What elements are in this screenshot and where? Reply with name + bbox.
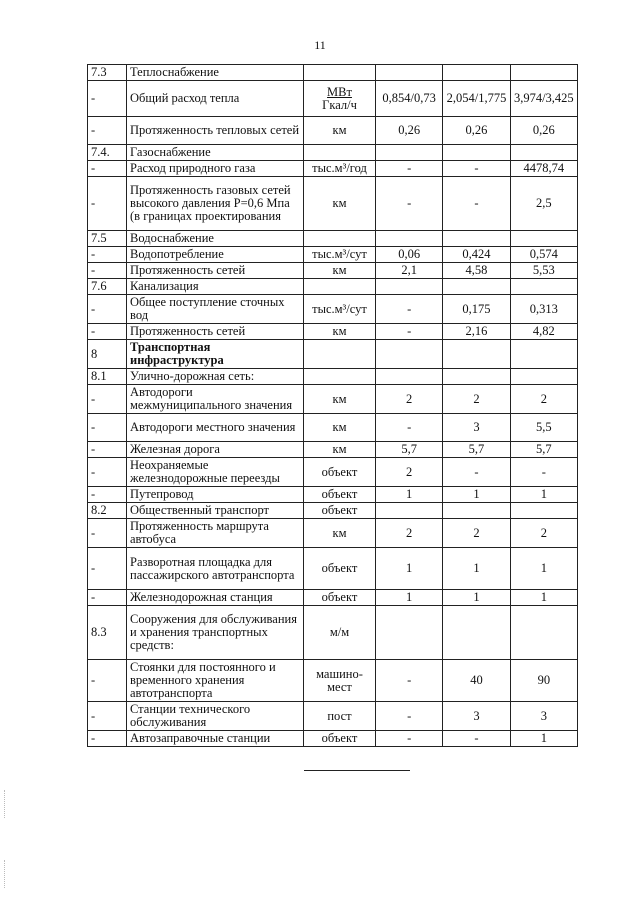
value-cell-2: 2 — [443, 519, 510, 548]
row-number-cell: 8.1 — [88, 369, 127, 385]
row-name-cell: Автозаправочные станции — [127, 731, 304, 747]
row-name-cell: Протяженность маршрута автобуса — [127, 519, 304, 548]
unit-cell: объект — [304, 487, 376, 503]
value-cell-3: 1 — [510, 590, 577, 606]
row-number-cell: - — [88, 487, 127, 503]
value-cell-1: 5,7 — [376, 442, 443, 458]
table-row — [88, 324, 578, 340]
row-number-cell: 8 — [88, 340, 127, 369]
row-name-cell: Протяженность сетей — [127, 324, 304, 340]
value-cell-3 — [510, 65, 577, 81]
row-name-cell: Станции технического обслуживания — [127, 702, 304, 731]
table-row — [88, 340, 578, 369]
table-row — [88, 606, 578, 660]
value-cell-3: 2 — [510, 519, 577, 548]
row-name-cell: Путепровод — [127, 487, 304, 503]
value-cell-2: 0,26 — [443, 117, 510, 145]
value-cell-3: 3,974/3,425 — [510, 81, 577, 117]
table-row — [88, 590, 578, 606]
unit-cell: объект — [304, 731, 376, 747]
unit-cell: объект — [304, 503, 376, 519]
table-body — [88, 65, 578, 747]
row-name-cell: Железнодорожная станция — [127, 590, 304, 606]
value-cell-3 — [510, 340, 577, 369]
table-row — [88, 161, 578, 177]
row-name-cell: Расход природного газа — [127, 161, 304, 177]
value-cell-2: 3 — [443, 702, 510, 731]
value-cell-1 — [376, 145, 443, 161]
table-row — [88, 247, 578, 263]
value-cell-1 — [376, 231, 443, 247]
unit-cell — [304, 145, 376, 161]
value-cell-1 — [376, 369, 443, 385]
row-name-cell: Неохраняемые железнодорожные переезды — [127, 458, 304, 487]
value-cell-2: - — [443, 177, 510, 231]
row-number-cell: 7.3 — [88, 65, 127, 81]
value-cell-2: 1 — [443, 548, 510, 590]
table-row — [88, 414, 578, 442]
table-row — [88, 487, 578, 503]
row-number-cell: - — [88, 414, 127, 442]
unit-cell: км — [304, 385, 376, 414]
row-name-cell: Газоснабжение — [127, 145, 304, 161]
unit-cell: тыс.м³/сут — [304, 295, 376, 324]
value-cell-2: - — [443, 458, 510, 487]
value-cell-3 — [510, 606, 577, 660]
row-name-cell: Общественный транспорт — [127, 503, 304, 519]
data-table — [87, 64, 578, 747]
table-row — [88, 369, 578, 385]
row-name-cell: Автодороги местного значения — [127, 414, 304, 442]
value-cell-1: - — [376, 414, 443, 442]
unit-cell — [304, 369, 376, 385]
row-number-cell: - — [88, 161, 127, 177]
value-cell-2 — [443, 606, 510, 660]
unit-cell — [304, 81, 376, 117]
table-row — [88, 231, 578, 247]
unit-cell: м/м — [304, 606, 376, 660]
value-cell-3: 1 — [510, 548, 577, 590]
unit-cell: объект — [304, 590, 376, 606]
value-cell-2 — [443, 65, 510, 81]
unit-cell: тыс.м³/сут — [304, 247, 376, 263]
value-cell-2: 2,054/1,775 — [443, 81, 510, 117]
table-row — [88, 503, 578, 519]
value-cell-1 — [376, 340, 443, 369]
value-cell-1: - — [376, 161, 443, 177]
row-number-cell: - — [88, 81, 127, 117]
unit-cell: км — [304, 442, 376, 458]
row-number-cell: - — [88, 247, 127, 263]
row-name-cell: Улично-дорожная сеть: — [127, 369, 304, 385]
value-cell-2 — [443, 369, 510, 385]
table-row — [88, 519, 578, 548]
row-name-cell: Протяженность тепловых сетей — [127, 117, 304, 145]
value-cell-1 — [376, 65, 443, 81]
value-cell-2: 1 — [443, 590, 510, 606]
row-name-cell: Водопотребление — [127, 247, 304, 263]
value-cell-2 — [443, 503, 510, 519]
table-row — [88, 263, 578, 279]
value-cell-2: 2,16 — [443, 324, 510, 340]
value-cell-3: 0,313 — [510, 295, 577, 324]
value-cell-3: 5,5 — [510, 414, 577, 442]
footnote-divider — [304, 770, 410, 771]
value-cell-2: 2 — [443, 385, 510, 414]
row-number-cell: - — [88, 519, 127, 548]
value-cell-3: 0,26 — [510, 117, 577, 145]
value-cell-3: 1 — [510, 731, 577, 747]
unit-cell: пост — [304, 702, 376, 731]
unit-cell — [304, 340, 376, 369]
row-number-cell: - — [88, 660, 127, 702]
row-name-cell: Общий расход тепла — [127, 81, 304, 117]
row-number-cell: - — [88, 590, 127, 606]
page-number: 11 — [314, 38, 326, 52]
table-row — [88, 702, 578, 731]
value-cell-2 — [443, 145, 510, 161]
row-number-cell: - — [88, 117, 127, 145]
value-cell-2 — [443, 340, 510, 369]
unit-cell — [304, 65, 376, 81]
unit-cell — [304, 231, 376, 247]
row-name-cell: Стоянки для постоянного и временного хранения автотранспорта — [127, 660, 304, 702]
row-number-cell: - — [88, 324, 127, 340]
row-number-cell: - — [88, 295, 127, 324]
value-cell-3 — [510, 279, 577, 295]
unit-cell: тыс.м³/год — [304, 161, 376, 177]
row-name-cell: Протяженность сетей — [127, 263, 304, 279]
value-cell-1: 0,854/0,73 — [376, 81, 443, 117]
table-row — [88, 660, 578, 702]
row-number-cell: 8.2 — [88, 503, 127, 519]
value-cell-1: 0,06 — [376, 247, 443, 263]
unit-cell — [304, 279, 376, 295]
margin-mark — [4, 860, 6, 888]
row-name-cell: Сооружения для обслуживания и хранения транспортных средств: — [127, 606, 304, 660]
unit-cell: км — [304, 177, 376, 231]
value-cell-1: - — [376, 702, 443, 731]
row-name-cell: Протяженность газовых сетей высокого давления Р=0,6 Мпа (в границах проектирования — [127, 177, 304, 231]
value-cell-2: 5,7 — [443, 442, 510, 458]
value-cell-3: 5,53 — [510, 263, 577, 279]
row-name-cell: Железная дорога — [127, 442, 304, 458]
value-cell-1: - — [376, 731, 443, 747]
row-number-cell: - — [88, 731, 127, 747]
value-cell-2 — [443, 279, 510, 295]
value-cell-3: 0,574 — [510, 247, 577, 263]
value-cell-1 — [376, 503, 443, 519]
unit-cell: объект — [304, 548, 376, 590]
unit-cell: км — [304, 324, 376, 340]
value-cell-1 — [376, 606, 443, 660]
value-cell-3 — [510, 145, 577, 161]
value-cell-3: 2 — [510, 385, 577, 414]
value-cell-3 — [510, 231, 577, 247]
row-name-cell: Транспортная инфраструктура — [127, 340, 304, 369]
table-row — [88, 548, 578, 590]
row-name-cell: Автодороги межмуниципального значения — [127, 385, 304, 414]
row-number-cell: 7.4. — [88, 145, 127, 161]
value-cell-1 — [376, 279, 443, 295]
table-row — [88, 295, 578, 324]
row-name-cell: Теплоснабжение — [127, 65, 304, 81]
value-cell-2: 0,175 — [443, 295, 510, 324]
value-cell-1: 2 — [376, 519, 443, 548]
table-row — [88, 177, 578, 231]
row-name-cell: Канализация — [127, 279, 304, 295]
value-cell-3 — [510, 369, 577, 385]
row-number-cell: - — [88, 263, 127, 279]
value-cell-1: 1 — [376, 487, 443, 503]
value-cell-1: - — [376, 324, 443, 340]
row-number-cell: - — [88, 385, 127, 414]
row-number-cell: - — [88, 458, 127, 487]
unit-cell: км — [304, 519, 376, 548]
value-cell-1: 0,26 — [376, 117, 443, 145]
table-row — [88, 731, 578, 747]
value-cell-3: 4,82 — [510, 324, 577, 340]
value-cell-3: 5,7 — [510, 442, 577, 458]
value-cell-2: 0,424 — [443, 247, 510, 263]
row-number-cell: - — [88, 702, 127, 731]
table-row — [88, 81, 578, 117]
value-cell-2: 1 — [443, 487, 510, 503]
value-cell-3: 90 — [510, 660, 577, 702]
value-cell-2 — [443, 231, 510, 247]
table-row — [88, 279, 578, 295]
value-cell-3 — [510, 503, 577, 519]
value-cell-1: - — [376, 660, 443, 702]
table-row — [88, 385, 578, 414]
row-number-cell: 8.3 — [88, 606, 127, 660]
value-cell-3: 4478,74 — [510, 161, 577, 177]
value-cell-2: 4,58 — [443, 263, 510, 279]
unit-bottom: Гкал/ч — [322, 97, 357, 112]
value-cell-2: 40 — [443, 660, 510, 702]
table-row — [88, 117, 578, 145]
unit-cell: км — [304, 263, 376, 279]
row-name-cell: Водоснабжение — [127, 231, 304, 247]
value-cell-1: - — [376, 177, 443, 231]
value-cell-2: - — [443, 161, 510, 177]
unit-cell: км — [304, 117, 376, 145]
value-cell-1: 1 — [376, 590, 443, 606]
margin-mark — [4, 790, 6, 818]
value-cell-3: 1 — [510, 487, 577, 503]
value-cell-1: 2,1 — [376, 263, 443, 279]
row-number-cell: - — [88, 442, 127, 458]
value-cell-1: 1 — [376, 548, 443, 590]
unit-cell: машино-мест — [304, 660, 376, 702]
value-cell-1: - — [376, 295, 443, 324]
table-row — [88, 145, 578, 161]
row-number-cell: 7.5 — [88, 231, 127, 247]
unit-top: МВт — [327, 84, 352, 99]
value-cell-3: 3 — [510, 702, 577, 731]
value-cell-2: - — [443, 731, 510, 747]
row-number-cell: - — [88, 177, 127, 231]
value-cell-3: - — [510, 458, 577, 487]
table-row — [88, 65, 578, 81]
table-row — [88, 458, 578, 487]
row-name-cell: Разворотная площадка для пассажирского автотранспорта — [127, 548, 304, 590]
row-number-cell: - — [88, 548, 127, 590]
value-cell-1: 2 — [376, 385, 443, 414]
row-number-cell: 7.6 — [88, 279, 127, 295]
unit-cell: км — [304, 414, 376, 442]
unit-cell: объект — [304, 458, 376, 487]
value-cell-3: 2,5 — [510, 177, 577, 231]
value-cell-2: 3 — [443, 414, 510, 442]
value-cell-1: 2 — [376, 458, 443, 487]
row-name-cell: Общее поступление сточных вод — [127, 295, 304, 324]
table-row — [88, 442, 578, 458]
